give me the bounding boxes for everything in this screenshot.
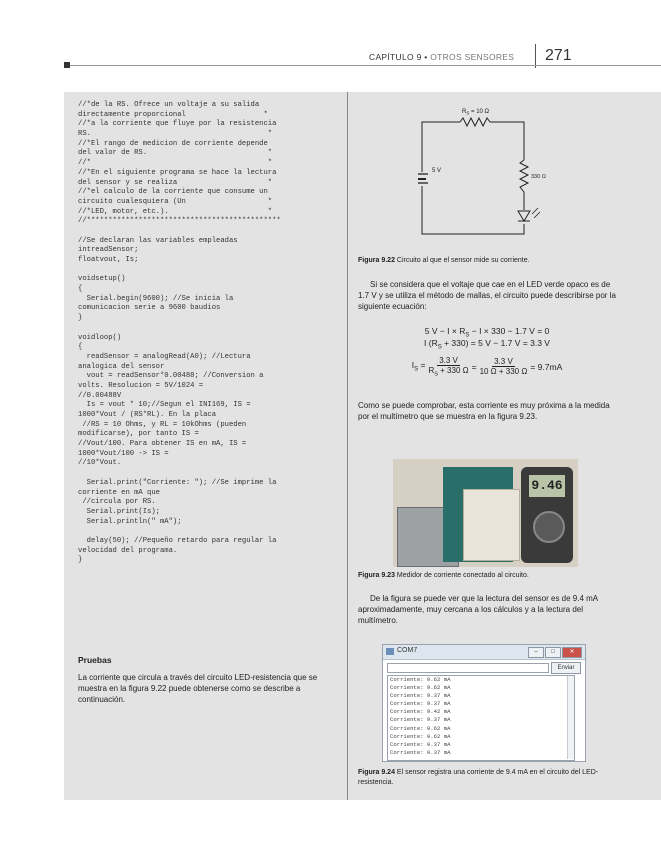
code-line: voidloop() (78, 333, 122, 342)
code-line: //RS = 10 Ohms, y RL = 10kOhms (pueden (78, 420, 247, 429)
minimize-button[interactable]: – (528, 647, 544, 658)
figure-text: El sensor registra una corriente de 9.4 mA en el circuito del LED-resistencia. (358, 769, 599, 786)
figure-label: Figura 9.24 (358, 769, 395, 776)
code-line: Serial.begin(9600); //Se inicia la (78, 294, 234, 303)
code-line: circuito cualesquiera (Un * (78, 197, 273, 206)
code-line: Is = vout * 10;//Segun el INI169, IS = (78, 401, 251, 410)
code-line (78, 266, 340, 276)
code-line: readSensor = analogRead(A0); //Lectura (78, 352, 251, 361)
code-line: //*LED, motor, etc.). * (78, 207, 273, 216)
paragraph-mallas: Si se considera que el voltaje que cae en el LED verde opaco es de 1.7 V y se utiliza el método de mallas, el circuito puede describirse por la siguiente ecuación: (358, 280, 616, 312)
equation-3: $I_S$ = $\frac{3.3 V}{R_S + 330 \Omega}$ = $\frac{3.3 V}{10 \Omega + 330 \Omega}$ = 9.7mA (411, 356, 563, 378)
code-line: comunicacion serie a 9600 baudios (78, 304, 221, 313)
close-button[interactable]: ✕ (562, 647, 582, 658)
figure-caption-9-24 (358, 768, 613, 788)
code-line: 1000*Vout/100 -> IS = (78, 449, 169, 458)
code-line: { (78, 343, 83, 352)
led-emission-arrows (532, 208, 538, 214)
code-line (78, 469, 340, 479)
code-line: delay(50); //Pequeño retardo para regular la (78, 536, 277, 545)
figure-label: Figura 9.22 (358, 257, 395, 264)
code-line: RS. * (78, 130, 273, 139)
section-heading: Pruebas (78, 655, 112, 665)
code-line (78, 227, 340, 237)
code-line: //*El rango de medicion de corriente depende (78, 139, 268, 148)
code-line: Serial.print("Corriente: "); //Se imprime la (78, 478, 277, 487)
code-line: Serial.print(Is); (78, 507, 160, 516)
serial-line: Corriente: 9.42 mA (390, 708, 451, 716)
code-line: analogica del sensor (78, 362, 165, 371)
code-line: //circula por RS. (78, 498, 156, 507)
figure-text: Medidor de corriente conectado al circuito. (396, 572, 529, 579)
app-icon (386, 648, 394, 655)
figure-caption-9-23 (358, 571, 613, 581)
code-line: directamente proporcional * (78, 110, 268, 119)
code-line (78, 324, 340, 334)
column-divider (347, 92, 348, 800)
code-line (78, 527, 340, 537)
serial-line: Corriente: 9.62 mA (390, 724, 451, 732)
code-line: //*En el siguiente programa se hace la lectura (78, 168, 277, 177)
serial-titlebar (383, 645, 585, 660)
code-line: //Se declaran las variables empleadas (78, 236, 238, 245)
circuit-wire (422, 122, 524, 234)
code-line: //*de la RS. Ofrece un voltaje a su salida (78, 101, 260, 109)
code-line: voidsetup() (78, 275, 126, 284)
circuit-diagram (418, 100, 548, 250)
page-number: 271 (545, 47, 572, 64)
chapter-subtitle: OTROS SENSORES (430, 52, 515, 62)
chapter-label: CAPÍTULO 9 • (369, 52, 428, 62)
code-line: Serial.println(" mA"); (78, 517, 182, 526)
code-line: vout = readSensor*0.00488; //Conversion a (78, 372, 264, 381)
scrollbar[interactable] (567, 675, 575, 759)
code-line: volts. Resolucion = 5V/1024 = (78, 381, 204, 390)
code-line: } (78, 314, 83, 323)
code-line: } (78, 556, 83, 565)
source-label: 5 V (432, 168, 442, 174)
serial-line: Corriente: 9.62 mA (390, 676, 451, 683)
chapter-title (369, 52, 514, 62)
code-line: //*a la corriente que fluye por la resistencia (78, 120, 277, 129)
code-line: floatvout, Is; (78, 256, 139, 264)
window-controls (528, 647, 582, 658)
serial-line: Corriente: 9.37 mA (390, 748, 451, 756)
serial-line: Corriente: 9.37 mA (390, 740, 451, 748)
multimeter-photo (393, 459, 578, 567)
serial-monitor-window (382, 644, 586, 762)
code-line: //*el calculo de la corriente que consume un (78, 188, 268, 197)
code-line: //Vout/100. Para obtener IS en mA, IS = (78, 440, 247, 449)
fraction-2: $\frac{3.3 V}{10 \Omega + 330 \Omega}$ (479, 357, 528, 377)
header-rule (64, 65, 661, 66)
code-line: intreadSensor; (78, 246, 139, 255)
fraction-1: $\frac{3.3 V}{R_S + 330 \Omega}$ (428, 356, 469, 378)
code-line: //********************************************* (78, 217, 281, 226)
code-line: modificarse), por tanto IS = (78, 430, 199, 439)
equation-1: 5 $V - I \times R_S - I \times 330 - 1.7$ V = 0 (424, 326, 550, 339)
multimeter-display: 9.46 (529, 475, 565, 497)
code-line: //0.00488V (78, 391, 122, 400)
code-listing (78, 101, 340, 566)
pruebas-paragraph: La corriente que circula a través del circuito LED-resistencia que se muestra en la figura 9.22 puede obtenerse como se describe a continuación. (78, 673, 318, 704)
r330-label: 330 Ω (531, 174, 546, 180)
paragraph-comprobar: Como se puede comprobar, esta corriente es muy próxima a la medida por el multímetro que se muestra en la figura 9.23. (358, 401, 610, 422)
serial-title: COM7 (397, 647, 418, 654)
serial-line: Corriente: 9.37 mA (390, 716, 451, 724)
serial-line: Corriente: 9.37 mA (390, 700, 451, 708)
serial-input-row (383, 660, 585, 674)
code-line: 1000*Vout / (RS*RL). En la placa (78, 411, 217, 419)
page-header (0, 0, 661, 70)
code-line: //10*Vout. (78, 459, 122, 468)
breadboard (463, 489, 520, 561)
serial-output (387, 675, 575, 761)
code-line: del sensor y se realiza * (78, 178, 273, 187)
paragraph-lectura: De la figura se puede ver que la lectura del sensor es de 9.4 mA aproximadamente, muy cercana a los cálculos y a la lectura del multímetro. (358, 594, 598, 626)
code-line: //* * (78, 159, 273, 168)
serial-line: Corriente: 9.37 mA (390, 692, 451, 700)
rs-label: $R_S = 10$ Ω (462, 109, 490, 116)
code-line: corriente en mA que (78, 488, 160, 497)
equation-2: I $(R_S + 330) = 5$ V − 1.7 V = 3.3 V (424, 338, 550, 351)
multimeter-dial (533, 511, 565, 543)
code-line: { (78, 285, 83, 294)
figure-caption-9-22 (358, 256, 613, 266)
code-line: velocidad del programa. (78, 546, 178, 555)
maximize-button[interactable]: □ (545, 647, 561, 658)
header-marker (64, 62, 70, 68)
send-button[interactable]: Enviar (551, 662, 581, 674)
serial-line: Corriente: 9.62 mA (390, 732, 451, 740)
serial-input[interactable] (387, 663, 549, 673)
serial-line: Corriente: 9.62 mA (390, 684, 451, 692)
figure-text: Circuito al que el sensor mide su corriente. (396, 257, 530, 264)
code-line: del valor de RS. * (78, 149, 273, 158)
figure-label: Figura 9.23 (358, 572, 395, 579)
